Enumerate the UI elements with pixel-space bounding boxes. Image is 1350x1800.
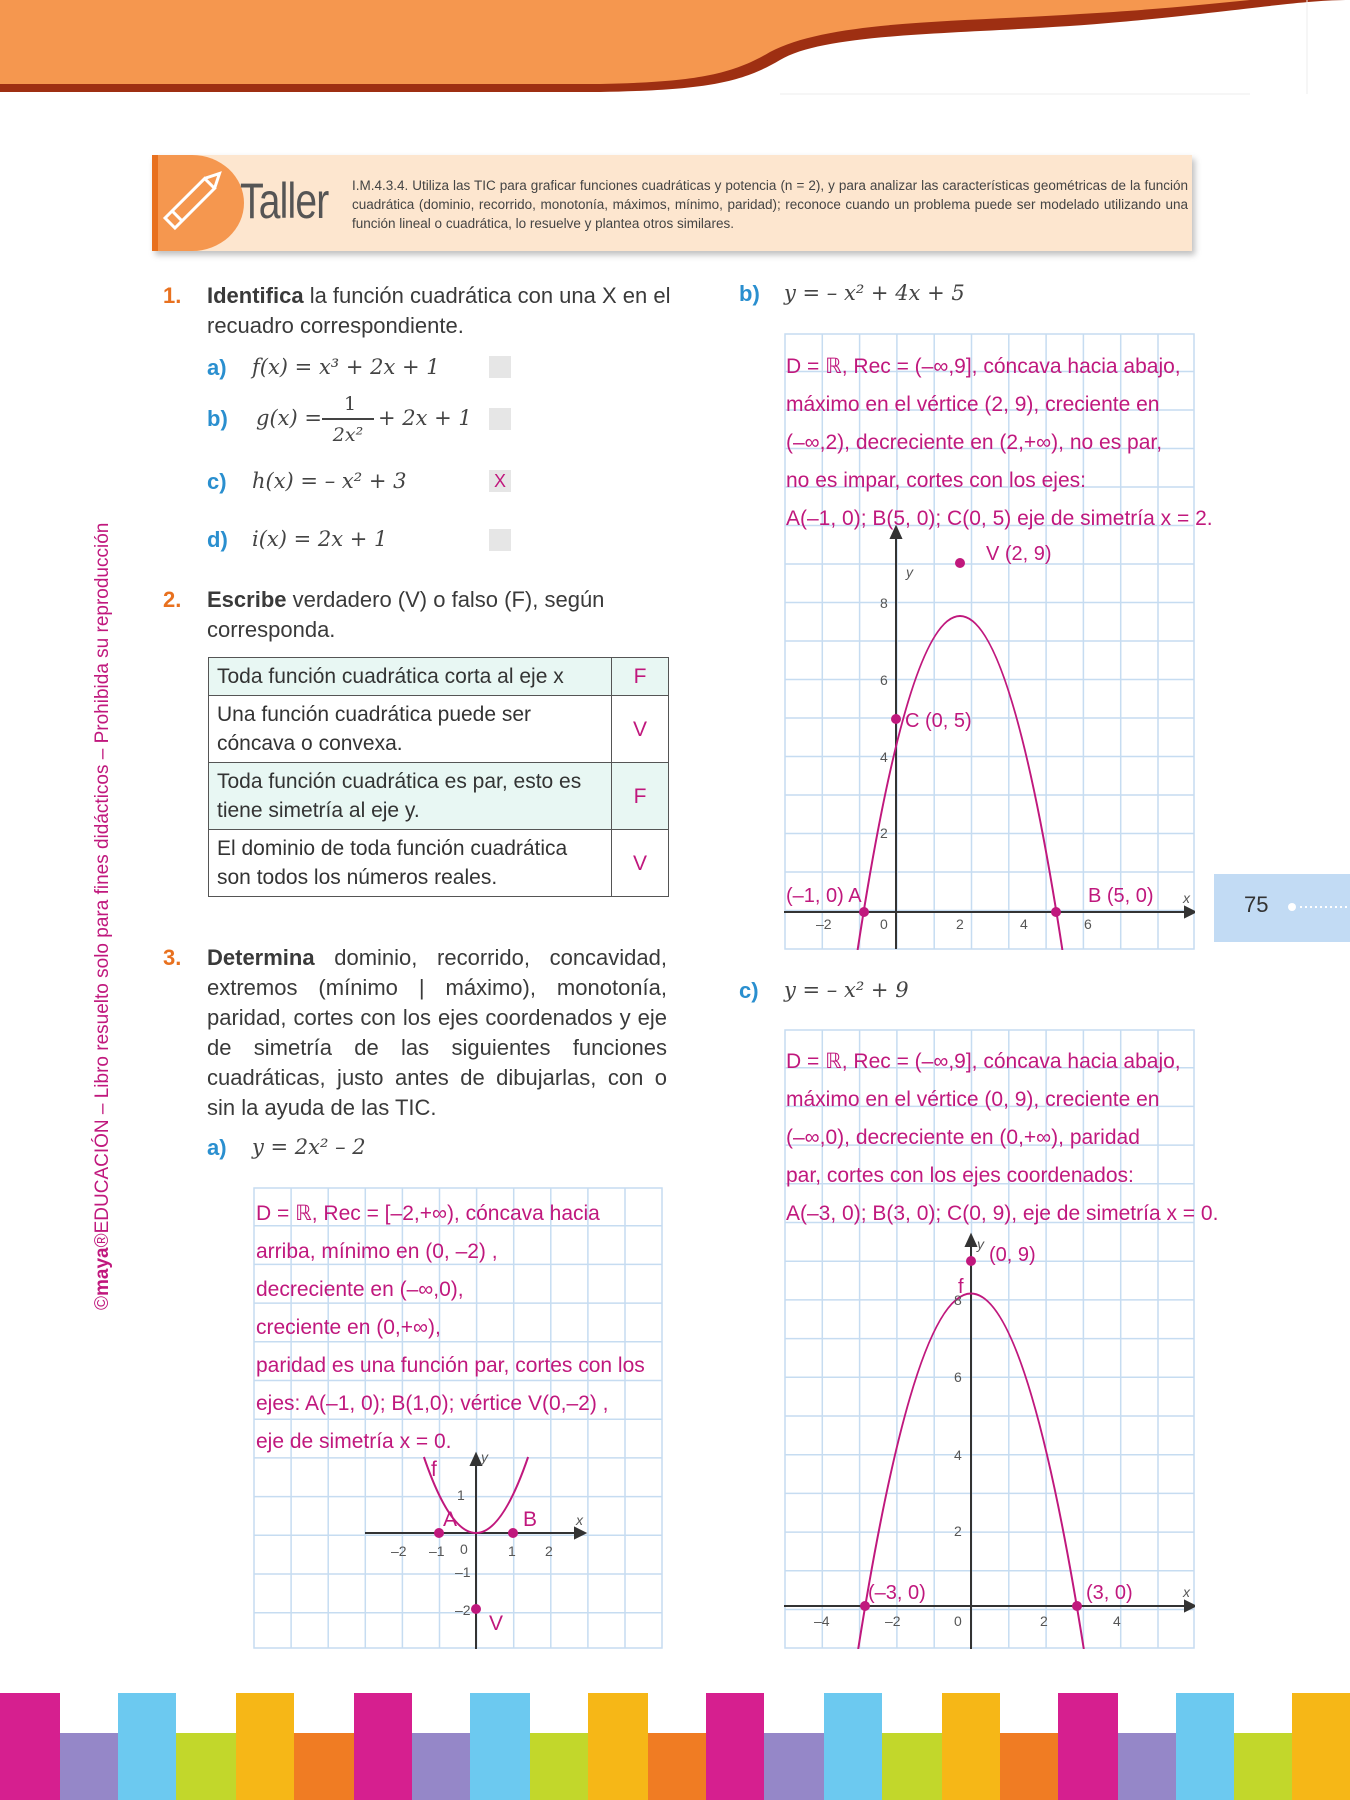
tick-y: 6 [954,1369,962,1385]
point-A [859,907,869,917]
tick-y: –2 [455,1602,471,1618]
q1-b-numerator: 1 [343,393,357,415]
parabola-b [858,616,1063,950]
answer-cell[interactable]: V [612,830,669,897]
tick-x: 6 [1084,916,1092,932]
q1-b-rhs: + 2x + 1 [378,406,472,430]
answer-line: (–∞,0), decreciente en (0,+∞), paridad [786,1126,1140,1149]
tick-x: 4 [1020,916,1028,932]
answer-line: D = ℝ, Rec = [–2,+∞), cóncava hacia [256,1202,600,1225]
q3-c-func: y = – x² + 9 [784,978,909,1002]
label-A: A [443,1508,458,1531]
point-B [1072,1601,1082,1611]
point-V [966,1256,976,1266]
label-A: (–1, 0) A [786,885,862,907]
q1-text: Identifica la función cuadrática con una X en el recuadro correspondiente. [207,283,671,338]
point-C [891,714,901,724]
q3-b-func: y = – x² + 4x + 5 [784,281,965,305]
tick-x: 0 [880,916,888,932]
table-row [209,696,669,763]
pencil-icon [152,155,252,251]
q3-a-func: y = 2x² – 2 [252,1135,366,1159]
label-V: (0, 9) [989,1244,1036,1266]
q1-d-checkbox[interactable] [489,529,511,551]
tick-y: 6 [880,672,888,688]
statement: Una función cuadrática puede ser cóncava o convexa. [209,696,612,763]
answer-cell[interactable]: F [612,763,669,830]
tick-y: 4 [880,749,888,765]
table-row [209,658,669,696]
tick-x: 2 [545,1543,553,1559]
table-row [209,763,669,830]
tick-x: 4 [1113,1613,1121,1629]
q2-number: 2. [163,587,182,612]
q3-b-label: b) [739,281,760,306]
q1-b-lhs: g(x) = [256,406,322,430]
tick-x: 1 [508,1543,516,1559]
true-false-table [208,657,669,897]
q3-number: 3. [163,945,182,970]
tick-y: 2 [954,1523,962,1539]
answer-line: A(–3, 0); B(3, 0); C(0, 9), eje de simetría x = 0. [786,1202,1219,1225]
label-V: V [489,1612,504,1635]
page-number: 75 [1244,892,1269,917]
brand: maya [92,1247,113,1296]
q1-d-expr: i(x) = 2x + 1 [252,527,388,551]
tick-x: 2 [1040,1613,1048,1629]
q3-text: Determina dominio, recorrido, concavidad, extremos (mínimo | máximo), monotonía, paridad, cortes con los ejes coordenados y eje de simetría de las siguientes funciones cuadráticas, justo antes de dibujarlas, con o sin la ayuda de las TIC. [207,945,667,1120]
answer-line: eje de simetría x = 0. [256,1430,452,1453]
top-banner [0,0,1350,100]
q1-b-denominator: 2x² [332,424,364,446]
label-B: B (5, 0) [1088,885,1154,907]
statement: Toda función cuadrática es par, esto es tiene simetría al eje y. [209,763,612,830]
point-B [1051,907,1061,917]
axis-x-label: x [1183,890,1190,906]
table-row [209,830,669,897]
answer-line: máximo en el vértice (2, 9), creciente en [786,393,1160,416]
answer-line: decreciente en (–∞,0), [256,1278,464,1301]
q3-a-answer [256,1195,645,1461]
answer-line: máximo en el vértice (0, 9), creciente en [786,1088,1160,1111]
answer-line: A(–1, 0); B(5, 0); C(0, 5) eje de simetría x = 2. [786,507,1213,530]
tick-y: 2 [880,825,888,841]
answer-line: D = ℝ, Rec = (–∞,9], cóncava hacia abajo, [786,1050,1181,1073]
label-B: B [523,1508,538,1531]
answer-line: (–∞,2), decreciente en (2,+∞), no es par, [786,431,1163,454]
q1-number: 1. [163,283,182,308]
answer-line: D = ℝ, Rec = (–∞,9], cóncava hacia abajo, [786,355,1181,378]
point-V [471,1604,481,1614]
label-f: f [431,1458,437,1481]
q2-text: Escribe verdadero (V) o falso (F), según corresponda. [207,587,605,642]
label-C: C (0, 5) [905,710,972,732]
answer-line: par, cortes con los ejes coordenados: [786,1164,1134,1187]
tick-y: –1 [455,1564,471,1580]
axis-y-label: y [906,564,913,580]
q3-a-label: a) [207,1135,227,1160]
q1-c-checkbox[interactable]: X [489,470,511,492]
tick-x: 0 [954,1613,962,1629]
answer-line: paridad es una función par, cortes con los [256,1354,645,1377]
copyright-rest: EDUCACIÓN – Libro resuelto solo para fines didácticos – Prohibida su reproducción [92,522,113,1234]
tick-x: –1 [429,1543,445,1559]
q1-d-label: d) [207,527,228,552]
axis-x-label: x [576,1512,583,1528]
q1-c-expr: h(x) = – x² + 3 [252,469,407,493]
q1-b-label: b) [207,406,228,431]
label-V: V (2, 9) [986,543,1052,565]
tick-y: 1 [457,1487,465,1503]
q1-a-checkbox[interactable] [489,356,511,378]
tick-y: 8 [880,595,888,611]
tick-x: 0 [460,1541,468,1557]
answer-cell[interactable]: V [612,696,669,763]
bottom-stripes [0,1693,1350,1800]
answer-cell[interactable]: F [612,658,669,696]
tick-x: –2 [885,1613,901,1629]
axis-y-label: y [481,1449,488,1465]
dots-decoration [1284,900,1350,914]
point-B [508,1528,518,1538]
q1-a-expr: f(x) = x³ + 2x + 1 [252,355,440,379]
tick-x: –4 [814,1613,830,1629]
statement: El dominio de toda función cuadrática son todos los números reales. [209,830,612,897]
label-f: f [958,1276,964,1298]
taller-description: I.M.4.3.4. Utiliza las TIC para graficar funciones cuadráticas y potencia (n = 2), y para analizar las características geométricas de la función cuadrática (dominio, recorrido, monotonía, máximos, mínimo, paridad); reconoce cuando un problema puede ser modelado utilizando una función lineal o cuadrática, lo resuelve y plantea otros similares. [352,178,1188,231]
tick-y: 4 [954,1447,962,1463]
q1-a-label: a) [207,355,227,380]
answer-line: creciente en (0,+∞), [256,1316,441,1339]
label-B: (3, 0) [1086,1582,1133,1604]
answer-line: no es impar, cortes con los ejes: [786,469,1086,492]
taller-title: Taller [240,173,329,229]
tick-x: –2 [816,916,832,932]
tick-x: 2 [956,916,964,932]
q3-c-answer [786,1043,1218,1233]
tick-y: 8 [954,1292,962,1308]
axes [784,1235,1195,1649]
q1-c-label: c) [207,469,227,494]
q3-b-answer [786,348,1213,538]
q3-c-label: c) [739,978,759,1003]
point-V [955,558,965,568]
fraction-bar [322,418,374,420]
answer-line: ejes: A(–1, 0); B(1,0); vértice V(0,–2) , [256,1392,609,1415]
axis-x-label: x [1183,1584,1190,1600]
answer-line: arriba, mínimo en (0, –2) , [256,1240,498,1263]
label-A: (–3, 0) [868,1582,926,1604]
axis-y-label: y [977,1236,984,1252]
statement: Toda función cuadrática corta al eje x [209,658,612,696]
copyright-side-text: ©maya®EDUCACIÓN – Libro resuelto solo para fines didácticos – Prohibida su reproducción [92,522,113,1310]
tick-x: –2 [391,1543,407,1559]
q1-b-checkbox[interactable] [489,408,511,430]
